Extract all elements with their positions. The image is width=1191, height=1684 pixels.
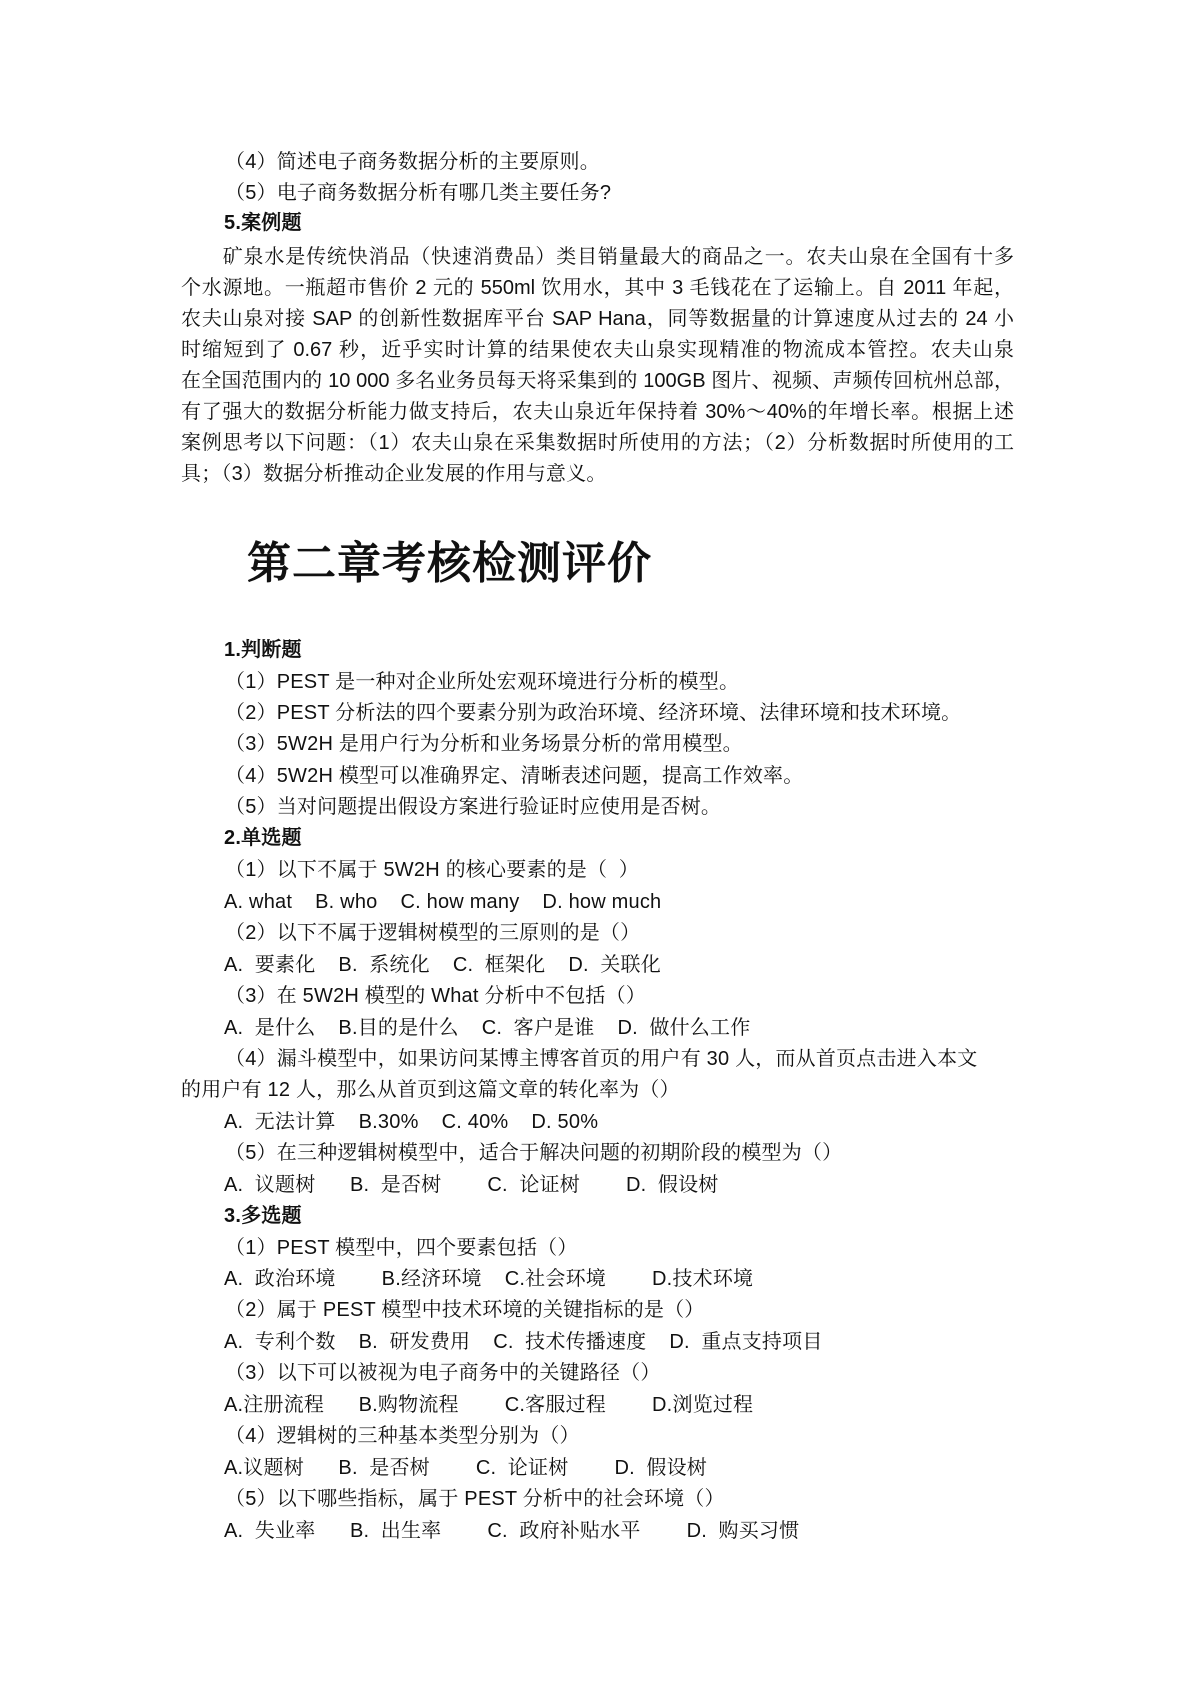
- judgment-item: （4）5W2H 模型可以准确界定、清晰表述问题，提高工作效率。: [225, 765, 804, 787]
- multi-choice-question: （4）逻辑树的三种基本类型分别为（）: [225, 1425, 580, 1447]
- ch1-question-4: （4）简述电子商务数据分析的主要原则。: [225, 151, 600, 173]
- judgment-item: （1）PEST 是一种对企业所处宏观环境进行分析的模型。: [225, 671, 740, 693]
- single-choice-question: （5）在三种逻辑树模型中，适合于解决问题的初期阶段的模型为（）: [225, 1142, 843, 1164]
- single-choice-options: A. 无法计算 B.30% C. 40% D. 50%: [224, 1111, 599, 1133]
- case-study-line: 矿泉水是传统快消品（快速消费品）类目销量最大的商品之一。农夫山泉在全国有十多: [181, 246, 1014, 268]
- section-heading-judgment: 1.判断题: [224, 639, 302, 661]
- case-study-line: 具；（3）数据分析推动企业发展的作用与意义。: [181, 463, 607, 485]
- judgment-item: （2）PEST 分析法的四个要素分别为政治环境、经济环境、法律环境和技术环境。: [225, 702, 962, 724]
- single-choice-options: A. 议题树 B. 是否树 C. 论证树 D. 假设树: [224, 1174, 719, 1196]
- multi-choice-options: A.注册流程 B.购物流程 C.客服过程 D.浏览过程: [224, 1394, 754, 1416]
- multi-choice-question: （1）PEST 模型中，四个要素包括（）: [225, 1237, 578, 1259]
- multi-choice-options: A. 专利个数 B. 研发费用 C. 技术传播速度 D. 重点支持项目: [224, 1331, 823, 1353]
- ch1-question-5: （5）电子商务数据分析有哪几类主要任务?: [225, 182, 612, 204]
- case-study-line: 在全国范围内的 10 000 多名业务员每天将采集到的 100GB 图片、视频、声频传回杭州总部，: [181, 370, 1014, 392]
- single-choice-options: A. what B. who C. how many D. how much: [224, 891, 662, 913]
- single-choice-question: （2）以下不属于逻辑树模型的三原则的是（）: [225, 922, 641, 944]
- section-heading-single-choice: 2.单选题: [224, 827, 302, 849]
- single-choice-options: A. 是什么 B.目的是什么 C. 客户是谁 D. 做什么工作: [224, 1017, 751, 1039]
- single-choice-question: （1）以下不属于 5W2H 的核心要素的是（ ）: [225, 859, 639, 881]
- multi-choice-question: （2）属于 PEST 模型中技术环境的关键指标的是（）: [225, 1299, 705, 1321]
- section-heading-multi-choice: 3.多选题: [224, 1205, 302, 1227]
- multi-choice-options: A. 失业率 B. 出生率 C. 政府补贴水平 D. 购买习惯: [224, 1520, 800, 1542]
- multi-choice-options: A.议题树 B. 是否树 C. 论证树 D. 假设树: [224, 1457, 707, 1479]
- single-choice-question: （3）在 5W2H 模型的 What 分析中不包括（）: [225, 985, 646, 1007]
- case-study-line: 个水源地。一瓶超市售价 2 元的 550ml 饮用水，其中 3 毛钱花在了运输上。自 2011 年起，: [181, 277, 1014, 299]
- case-study-heading: 5.案例题: [224, 212, 302, 234]
- case-study-line: 时缩短到了 0.67 秒，近乎实时计算的结果使农夫山泉实现精准的物流成本管控。农夫山泉: [181, 339, 1014, 361]
- chapter-title: 第二章考核检测评价: [247, 538, 652, 589]
- single-choice-question-continued: 的用户有 12 人，那么从首页到这篇文章的转化率为（）: [181, 1079, 680, 1101]
- judgment-item: （5）当对问题提出假设方案进行验证时应使用是否树。: [225, 796, 722, 818]
- case-study-line: 农夫山泉对接 SAP 的创新性数据库平台 SAP Hana，同等数据量的计算速度从过去的 24 小: [181, 308, 1014, 330]
- multi-choice-options: A. 政治环境 B.经济环境 C.社会环境 D.技术环境: [224, 1268, 754, 1290]
- judgment-item: （3）5W2H 是用户行为分析和业务场景分析的常用模型。: [225, 733, 743, 755]
- single-choice-options: A. 要素化 B. 系统化 C. 框架化 D. 关联化: [224, 954, 661, 976]
- multi-choice-question: （3）以下可以被视为电子商务中的关键路径（）: [225, 1362, 661, 1384]
- case-study-line: 有了强大的数据分析能力做支持后，农夫山泉近年保持着 30%～40%的年增长率。根据上述: [181, 401, 1014, 423]
- case-study-line: 案例思考以下问题：（1）农夫山泉在采集数据时所使用的方法；（2）分析数据时所使用的工: [181, 432, 1014, 454]
- multi-choice-question: （5）以下哪些指标，属于 PEST 分析中的社会环境（）: [225, 1488, 725, 1510]
- single-choice-question: （4）漏斗模型中，如果访问某博主博客首页的用户有 30 人，而从首页点击进入本文: [225, 1048, 978, 1070]
